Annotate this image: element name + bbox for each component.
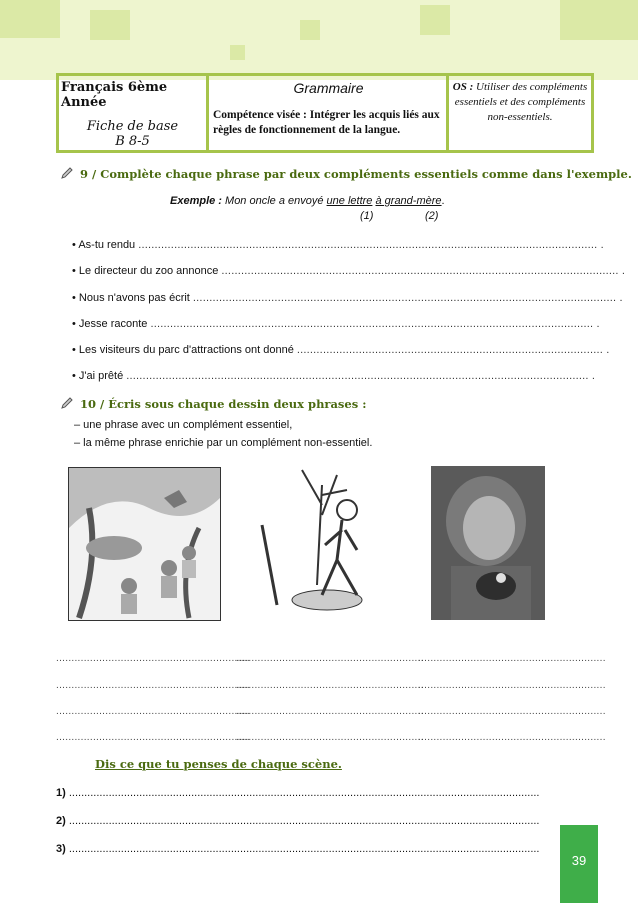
os-text: Utiliser des compléments essentiels et des compléments non-essentiels. [454,81,588,123]
example-label: Exemple : [170,195,222,207]
write-line[interactable]: ............................................................. [418,732,606,743]
opinion-line-2[interactable]: 2) .......................................................................................................................................................... [56,815,540,827]
write-line[interactable]: ............................................................. [418,653,606,664]
os-label: OS : [452,81,474,93]
list-item: • Nous n'avons pas écrit .................................................................................................................................. . [72,292,623,304]
competence-text: Compétence visée : Intégrer les acquis liés aux règles de fonctionnement de la langue. [213,109,440,136]
exercise9-title: 9 / Complète chaque phrase par deux compléments essentiels comme dans l'exemple. [60,166,632,181]
opinion-title: Dis ce que tu penses de chaque scène. [95,757,342,771]
list-item: • As-tu rendu ............................................................................................................................................. . [72,239,604,251]
birds-children-drawing [68,467,221,621]
man-planting-tree-drawing [247,465,391,620]
header-box [56,73,594,153]
subject-title: Français 6ème Année [61,80,168,110]
list-item: • J'ai prêté .............................................................................................................................................. . [72,370,596,382]
sheet-code: B 8-5 [115,134,150,149]
instruction-line-1: – une phrase avec un complément essentiel, [74,419,293,431]
opinion-line-3[interactable]: 3) .......................................................................................................................................................... [56,843,540,855]
pencil-icon [60,396,74,411]
write-line[interactable]: ............................................................. [236,732,424,743]
example-sentence: Exemple : Mon oncle a envoyé une lettre à grand-mère. [170,195,445,207]
instruction-line-2: – la même phrase enrichie par un complément non-essentiel. [74,437,373,449]
write-line[interactable]: ............................................................. [236,680,424,691]
example-num-1: (1) [360,210,374,222]
write-line[interactable]: ............................................................... [56,680,250,691]
opinion-line-1[interactable]: 1) .......................................................................................................................................................... [56,787,540,799]
header-os-cell [449,76,591,150]
write-line[interactable]: ............................................................. [418,680,606,691]
sheet-label: Fiche de base [86,119,179,134]
pencil-icon [60,166,74,181]
write-line[interactable]: ............................................................... [56,706,250,717]
list-item: • Le directeur du zoo annonce .......................................................................................................................... . [72,265,626,277]
header-subject-cell [59,76,209,150]
write-line[interactable]: ............................................................. [236,706,424,717]
header-decoration [0,0,638,80]
list-item: • Jesse raconte ........................................................................................................................................ . [72,318,600,330]
write-line[interactable]: ............................................................. [418,706,606,717]
write-line[interactable]: ............................................................... [56,732,250,743]
exercise10-title: 10 / Écris sous chaque dessin deux phrases : [60,396,366,411]
header-domain-cell [209,76,449,150]
list-item: • Les visiteurs du parc d'attractions ont donné .............................................................................................. . [72,344,610,356]
girl-with-animal-photo [431,466,545,620]
write-line[interactable]: ............................................................. [236,653,424,664]
page-number: 39 [560,825,598,903]
write-line[interactable]: ............................................................... [56,653,250,664]
domain-title: Grammaire [293,80,364,96]
example-num-2: (2) [425,210,439,222]
